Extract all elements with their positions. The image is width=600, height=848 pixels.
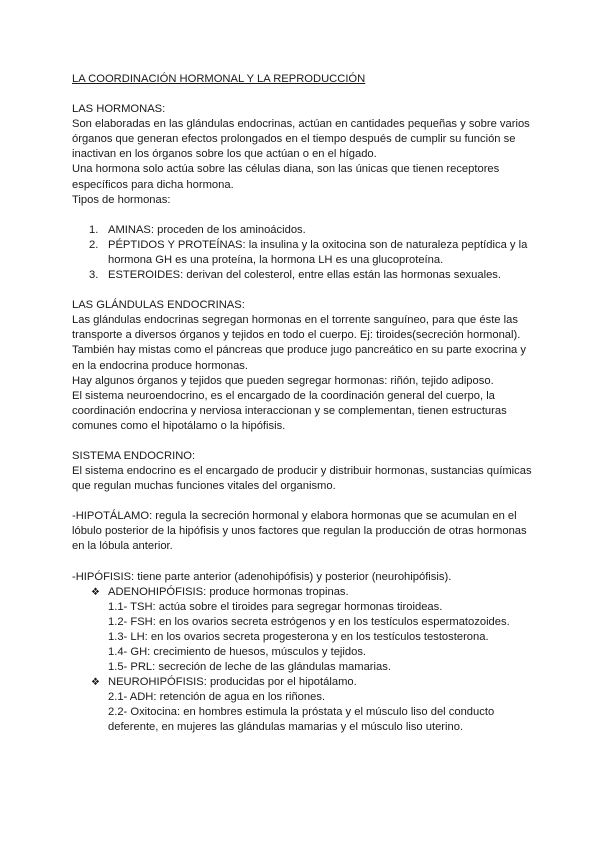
- list-item: 3. ESTEROIDES: derivan del colesterol, entre ellas están las hormonas sexuales.: [89, 269, 501, 282]
- hormone-types-list: [72, 223, 532, 283]
- glandulas-heading: LAS GLÁNDULAS ENDOCRINAS:: [72, 299, 245, 312]
- hipofisis-intro: -HIPÓFISIS: tiene parte anterior (adenohipófisis) y posterior (neurohipófisis).: [72, 570, 452, 583]
- list-item: 1.4- GH: crecimiento de huesos, músculos y tejidos.: [108, 646, 367, 658]
- diamond-bullet-icon: ❖: [91, 677, 100, 689]
- hormonas-paragraph-1: Son elaboradas en las glándulas endocrinas, actúan en cantidades pequeñas y sobre varios órganos que generan efectos prolongados en el tiempo después de cumplir su función se inactivan en los órganos sobre los que actúan o en el hígado.: [72, 118, 530, 161]
- hormonas-paragraph-3: Tipos de hormonas:: [72, 193, 171, 206]
- sistema-heading: SISTEMA ENDOCRINO:: [72, 449, 196, 462]
- neuro-sublist: [72, 690, 532, 735]
- list-item: 1.3- LH: en los ovarios secreta progesterona y en los testículos testosterona.: [108, 630, 489, 643]
- list-item: 2.2- Oxitocina: en hombres estimula la próstata y el músculo liso del conducto deferente, en mujeres las glándulas mamarias y el músculo liso uterino.: [108, 706, 495, 734]
- sistema-paragraph: El sistema endocrino es el encargado de producir y distribuir hormonas, sustancias químicas que regulan muchas funciones vitales del organismo.: [72, 465, 532, 493]
- glandulas-paragraph-3: Hay algunos órganos y tejidos que pueden segregar hormonas: riñón, tejido adiposo.: [72, 374, 494, 387]
- document-title: LA COORDINACIÓN HORMONAL Y LA REPRODUCCIÓN: [72, 73, 366, 85]
- list-item: 1.1- TSH: actúa sobre el tiroides para segregar hormonas tiroideas.: [108, 600, 443, 613]
- hipotalamo-paragraph: -HIPOTÁLAMO: regula la secreción hormonal y elabora hormonas que se acumulan en el lóbulo posterior de la hipófisis y unos factores que regulan la producción de otras hormonas en la lóbula anterior.: [72, 510, 527, 553]
- diamond-bullet-icon: ❖: [91, 586, 100, 598]
- document-page: [72, 72, 532, 736]
- list-item: 1.2- FSH: en los ovarios secreta estrógenos y en los testículos espermatozoides.: [108, 615, 510, 628]
- hormonas-paragraph-2: Una hormona solo actúa sobre las células diana, son las únicas que tienen receptores específicos para dicha hormona.: [72, 163, 500, 191]
- neuro-item: ❖ NEUROHIPÓFISIS: producidas por el hipotálamo.: [72, 675, 532, 690]
- list-item: 1.5- PRL: secreción de leche de las glándulas mamarias.: [108, 661, 391, 674]
- list-item: 2.1- ADH: retención de agua en los riñones.: [108, 691, 326, 704]
- hormonas-heading: LAS HORMONAS:: [72, 103, 166, 116]
- list-item: 1. AMINAS: proceden de los aminoácidos.: [89, 223, 306, 236]
- adeno-sublist: [72, 600, 532, 675]
- list-item: 2. PÉPTIDOS Y PROTEÍNAS: la insulina y la oxitocina son de naturaleza peptídica y la hormona GH es una proteína, la hormona LH es una glucoproteína.: [89, 238, 528, 266]
- adeno-item: ❖ ADENOHIPÓFISIS: produce hormonas tropinas.: [72, 585, 532, 600]
- glandulas-paragraph-1: Las glándulas endocrinas segregan hormonas en el torrente sanguíneo, para que éste las transporte a diversos órganos y tejidos en todo el cuerpo. Ej: tiroides(secreción hormonal).: [72, 314, 521, 342]
- glandulas-paragraph-4: El sistema neuroendocrino, es el encargado de la coordinación general del cuerpo, la coordinación endocrina y nerviosa interaccionan y se complementan, tienen estructuras comunes como el hipotálamo o la hipófisis.: [72, 389, 507, 432]
- glandulas-paragraph-2: También hay mistas como el páncreas que produce jugo pancreático en su parte exocrina y en la endocrina produce hormonas.: [72, 344, 526, 372]
